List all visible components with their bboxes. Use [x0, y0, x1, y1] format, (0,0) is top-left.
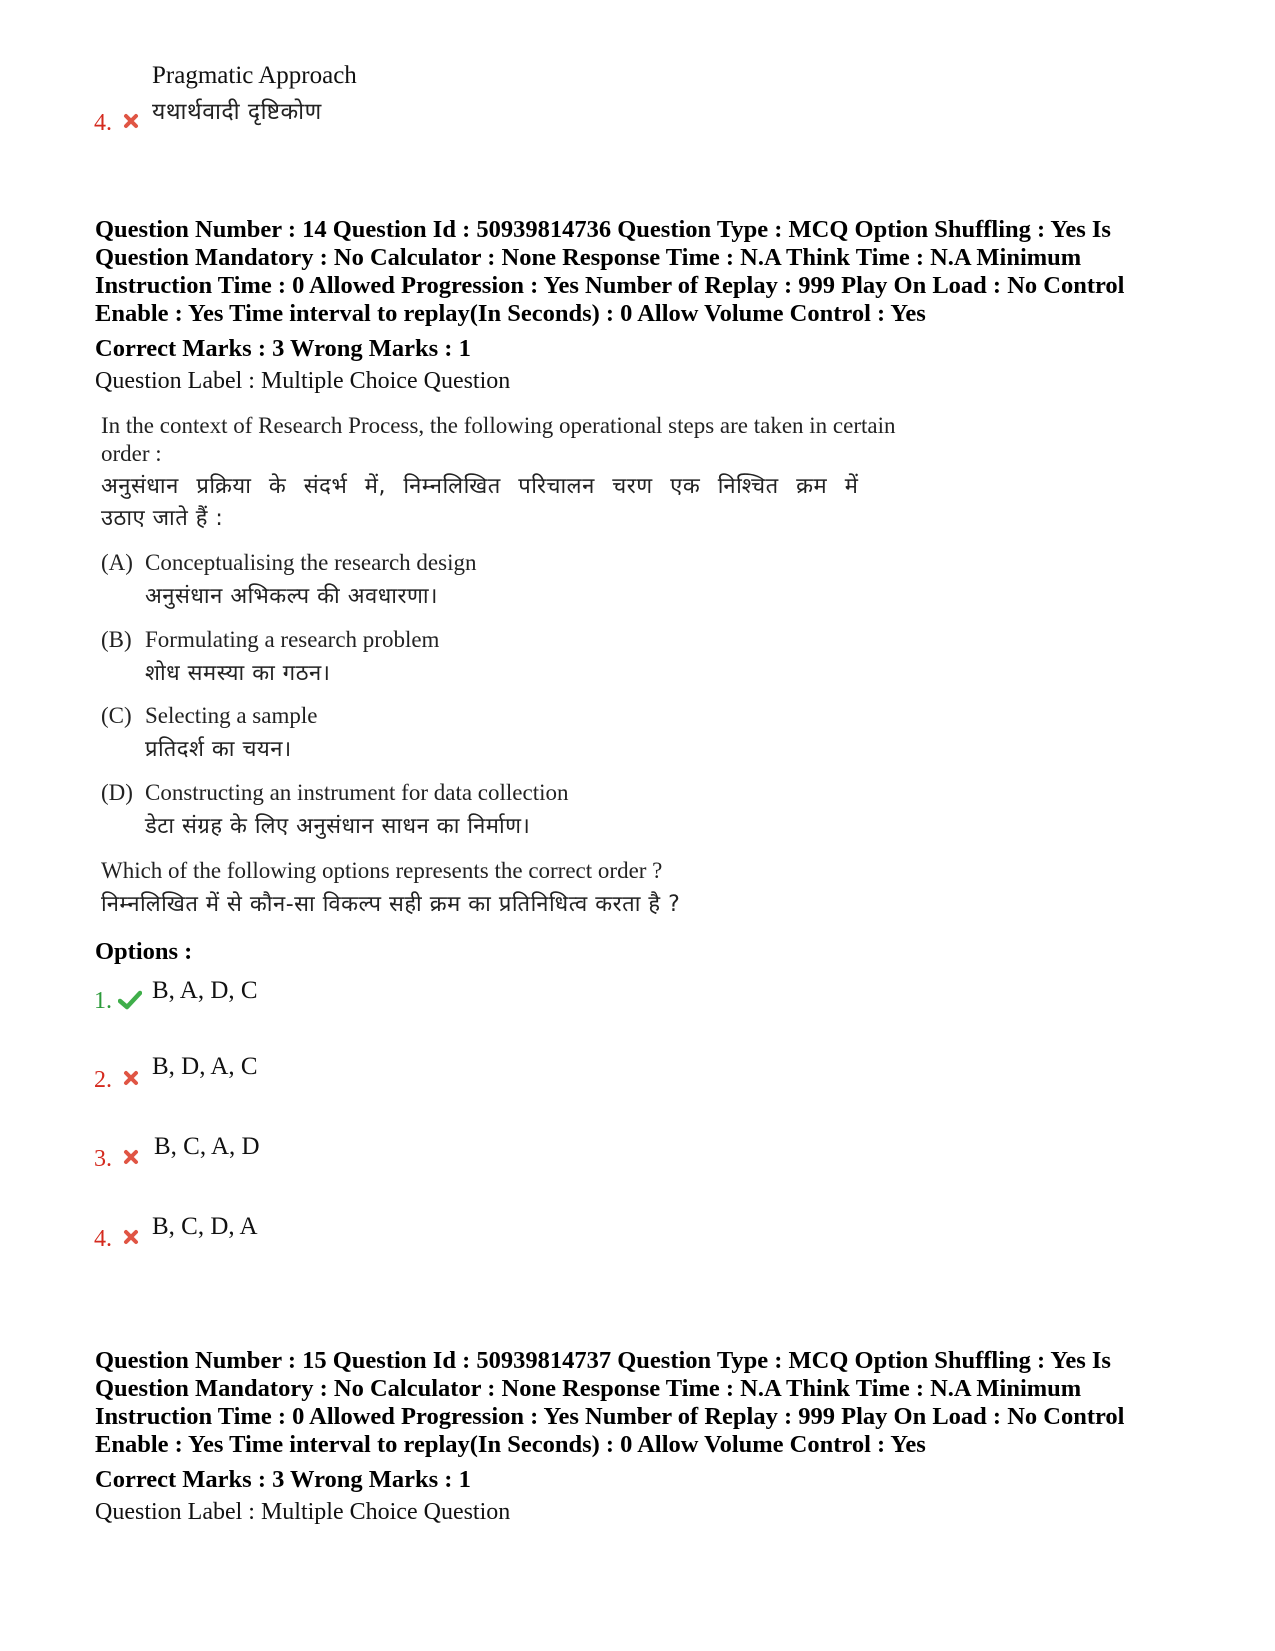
option-number: 2. [94, 1067, 112, 1093]
check-icon [118, 990, 142, 1010]
option-number: 4. [94, 1226, 112, 1252]
question-meta-line: Question Number : 14 Question Id : 50939814736 Question Type : MCQ Option Shuffling : Yes Is [95, 216, 1111, 243]
cross-icon [123, 113, 139, 129]
item-hindi: शोध समस्या का गठन। [145, 661, 331, 686]
question-intro-english-cont: order : [101, 441, 162, 466]
item-hindi: अनुसंधान अभिकल्प की अवधारणा। [145, 584, 438, 609]
cross-icon [123, 1149, 139, 1165]
next-question-meta-line: Question Number : 15 Question Id : 50939814737 Question Type : MCQ Option Shuffling : Yes Is [95, 1347, 1111, 1374]
next-question-meta-line: Instruction Time : 0 Allowed Progression : Yes Number of Replay : 999 Play On Load : No Control [95, 1403, 1125, 1430]
option-text[interactable]: B, C, A, D [154, 1133, 260, 1160]
item-key: (D) [101, 780, 133, 805]
question-meta-line: Enable : Yes Time interval to replay(In Seconds) : 0 Allow Volume Control : Yes [95, 300, 926, 327]
item-english: Constructing an instrument for data collection [145, 780, 569, 805]
cross-icon [123, 1070, 139, 1086]
item-hindi: प्रतिदर्श का चयन। [145, 737, 292, 762]
question-ask-english: Which of the following options represents the correct order ? [101, 858, 663, 883]
question-intro-hindi: अनुसंधान प्रक्रिया के संदर्भ में, निम्नलिखित परिचालन चरण एक निश्चित क्रम में [101, 474, 859, 499]
next-question-meta-line: Enable : Yes Time interval to replay(In Seconds) : 0 Allow Volume Control : Yes [95, 1431, 926, 1458]
option-text[interactable]: B, A, D, C [152, 977, 258, 1004]
item-english: Formulating a research problem [145, 627, 440, 652]
option-text[interactable]: B, D, A, C [152, 1053, 258, 1080]
item-key: (B) [101, 627, 132, 652]
prev-option-hindi: यथार्थवादी दृष्टिकोण [152, 99, 322, 125]
question-ask-hindi: निम्नलिखित में से कौन-सा विकल्प सही क्रम का प्रतिनिधित्व करता है ? [101, 892, 681, 917]
options-heading: Options : [95, 938, 193, 965]
question-intro-hindi-cont: उठाए जाते हैं : [101, 506, 224, 531]
option-number: 1. [94, 988, 112, 1014]
question-meta-line: Instruction Time : 0 Allowed Progression : Yes Number of Replay : 999 Play On Load : No Control [95, 272, 1125, 299]
option-number: 3. [94, 1146, 112, 1172]
item-key: (A) [101, 550, 133, 575]
question-marks: Correct Marks : 3 Wrong Marks : 1 [95, 335, 471, 362]
item-english: Conceptualising the research design [145, 550, 477, 575]
cross-icon [123, 1229, 139, 1245]
item-english: Selecting a sample [145, 703, 318, 728]
next-question-meta-line: Question Mandatory : No Calculator : None Response Time : N.A Think Time : N.A Minimum [95, 1375, 1082, 1402]
prev-option-english: Pragmatic Approach [152, 62, 357, 89]
question-label: Question Label : Multiple Choice Question [95, 368, 511, 394]
option-text[interactable]: B, C, D, A [152, 1213, 258, 1240]
item-hindi: डेटा संग्रह के लिए अनुसंधान साधन का निर्माण। [145, 814, 531, 839]
next-question-marks: Correct Marks : 3 Wrong Marks : 1 [95, 1466, 471, 1493]
item-key: (C) [101, 703, 132, 728]
question-meta-line: Question Mandatory : No Calculator : None Response Time : N.A Think Time : N.A Minimum [95, 244, 1082, 271]
prev-option-number: 4. [94, 110, 112, 136]
next-question-label: Question Label : Multiple Choice Question [95, 1499, 511, 1525]
question-intro-english: In the context of Research Process, the following operational steps are taken in certain [101, 413, 896, 438]
